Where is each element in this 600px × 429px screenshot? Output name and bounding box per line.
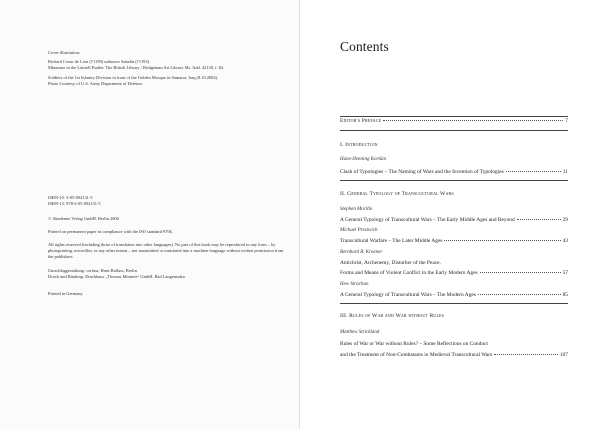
dot-leader [480,272,561,273]
preface-page: 7 [565,118,568,124]
toc-author: Matthew Strickland [340,330,380,335]
toc-entry [340,292,568,299]
section-heading-3 [340,313,444,319]
toc-author: Bernhard R. Kroener [340,250,383,255]
toc-author: Stephen Morillo [340,207,373,212]
cover-credit-1 [48,59,224,71]
toc-author: Hans-Henning Kortüm [340,157,386,162]
toc-entry-title-line: Rules of War or War without Rules? – Some Reflections on Conduct [340,341,488,347]
toc-rule [340,303,568,304]
toc-preface [340,118,568,125]
section-numeral: III. [340,313,348,319]
toc-entry-page: 57 [562,270,568,276]
dot-leader [383,120,563,121]
toc-entry-title-line: Antichrist, Archenemy, Disturber of the Peace. [340,260,441,266]
right-page [300,0,600,429]
cover-design-credit: Umschlaggestaltung: cortina, Hans Balluss, Berlin [48,268,137,273]
isbn-block [48,195,101,207]
toc-entry-title: A General Typology of Transcultural Wars – The Modern Ages [340,292,476,298]
paper-notice: Printed on permanent paper in compliance with the ISO standard 9706. [48,229,173,234]
cover-credit-1-line-1: Richard Coeur de Lion (†1199) unhorses Saladin (†1193). [48,59,151,64]
dot-leader [517,219,561,220]
production-credits [48,268,185,280]
section-heading-2 [340,191,454,197]
cover-credit-2-line-1: Soldiers of the 1st Infantry Division in front of the Golden Mosque in Samarra, Iraq (8.10.2004). [48,75,219,80]
toc-entry-page: 29 [562,217,568,223]
toc-entry-page: 43 [562,238,568,244]
copyright-notice: © Akademie Verlag GmbH, Berlin 2006 [48,216,119,221]
cover-credit-2-line-2: Photo Courtesy of U.S. Army Department of Defense. [48,81,144,86]
section-heading-1 [340,142,378,148]
page-title: Contents [340,39,389,54]
toc-entry [340,238,568,245]
isbn-13: ISBN-13: 978-3-05-004131-5 [48,201,101,207]
dot-leader [494,354,558,355]
toc-author: Michael Prestwich [340,228,378,233]
toc-entry [340,169,568,176]
toc-entry [340,352,568,359]
section-title: General Typology of Transcultural Wars [347,191,454,197]
cover-illustration-heading: Cover illustration: [48,50,81,55]
toc-entry-page: 85 [562,292,568,298]
toc-entry-title: Forms and Means of Violent Conflict in the Early Modern Ages [340,270,478,276]
printing-credit: Druck und Bindung: Druckhaus „Thomas Müntzer“ GmbH, Bad Langensalza [48,274,185,279]
toc-entry-page: 107 [559,352,568,358]
section-numeral: II. [340,191,346,197]
toc-author: Hew Strachan [340,282,369,287]
toc-rule [340,180,568,181]
section-title: Introduction [345,142,378,148]
dot-leader [444,240,560,241]
dot-leader [478,294,561,295]
toc-entry-title: Clash of Typologies – The Naming of Wars and the Invention of Typologies [340,169,504,175]
toc-entry-title: Transcultural Warfare – The Later Middle Ages [340,238,443,244]
toc-entry-title: A General Typology of Transcultural Wars – The Early Middle Ages and Beyond [340,217,515,223]
cover-credit-1-line-2: Miniature in the Luttrell Psalter. The British Library / Bridgeman Art Library Ms. Add. 42130, f. 82. [48,65,225,70]
dot-leader [506,171,561,172]
rights-notice: All rights reserved (including those of translation into other languages). No part of this book may be reproduced in any form – by photoprinting, microfilm, or any other means – nor transmitted or translated into a machine language without written permission from the publishers. [48,242,284,259]
toc-entry-page: 11 [562,169,568,175]
toc-entry [340,270,568,277]
toc-entry [340,217,568,224]
section-title: Rules of War and War without Rules [349,313,445,319]
isbn-10: ISBN-10: 3-05-004131-5 [48,195,93,200]
toc-rule [340,116,568,117]
printed-in: Printed in Germany [48,291,83,296]
section-numeral: I. [340,142,344,148]
preface-label: Editor's Preface [340,118,382,124]
toc-rule [340,130,568,131]
toc-entry-title: and the Treatment of Non-Combatants in Medieval Transcultural Wars [340,352,493,358]
cover-credit-2 [48,75,218,87]
